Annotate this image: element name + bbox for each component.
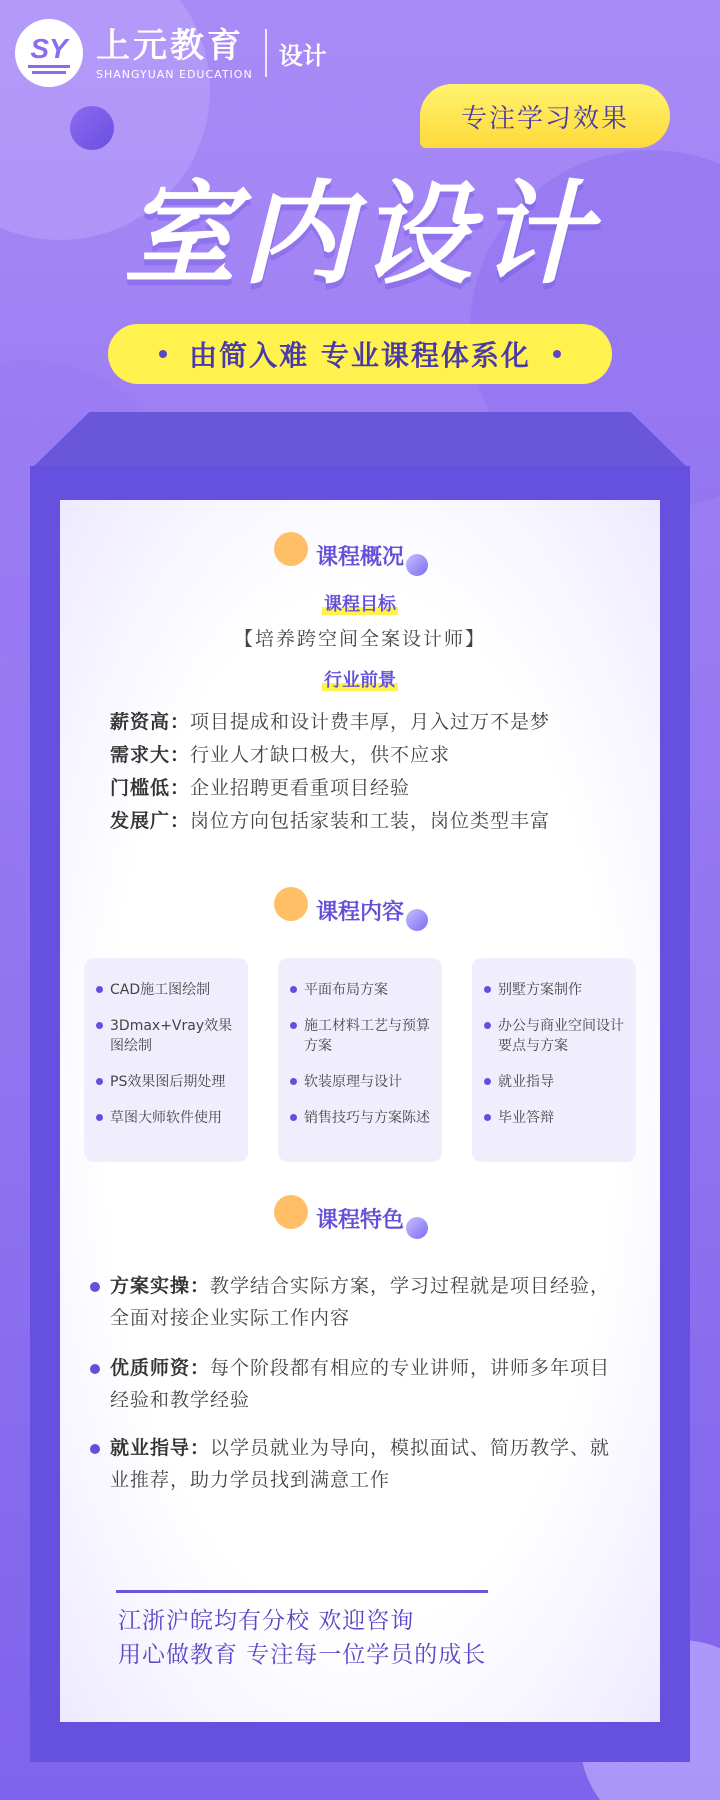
decor-dot (70, 106, 114, 150)
list-item: 就业指导 (484, 1072, 626, 1092)
subtitle-banner (108, 324, 612, 384)
section-title-features: 课程特色 (60, 1203, 660, 1234)
list-item: 草图大师软件使用 (96, 1108, 238, 1128)
list-item: 办公与商业空间设计要点与方案 (484, 1016, 626, 1056)
list-item: 薪资高：项目提成和设计费丰厚，月入过万不是梦 (110, 711, 551, 733)
course-card-2 (278, 958, 442, 1162)
list-item: 施工材料工艺与预算方案 (290, 1016, 432, 1056)
list-item: 销售技巧与方案陈述 (290, 1108, 432, 1128)
decor-purple-circle (406, 909, 428, 931)
subtitle-text: 由简入难 专业课程体系化 (189, 339, 531, 372)
focus-badge: 专注学习效果 (420, 84, 670, 148)
sy-logo-icon (14, 18, 84, 88)
feature-item: 就业指导：以学员就业为导向，模拟面试、简历教学、就业推荐，助力学员找到满意工作 (90, 1432, 630, 1496)
list-item: CAD施工图绘制 (96, 980, 238, 1000)
list-item: 别墅方案制作 (484, 980, 626, 1000)
logo-divider (265, 29, 267, 77)
bullet-dot (553, 350, 561, 358)
goal-text: 【培养跨空间全案设计师】 (233, 628, 486, 650)
svg-text:SY: SY (30, 33, 68, 64)
list-item: 平面布局方案 (290, 980, 432, 1000)
list-item: 需求大：行业人才缺口极大，供不应求 (110, 744, 451, 766)
list-item: 毕业答辩 (484, 1108, 626, 1128)
decor-purple-circle (406, 554, 428, 576)
decor-orange-circle (274, 532, 308, 566)
course-card-1 (84, 958, 248, 1162)
goal-heading: 课程目标 (324, 594, 396, 615)
section-title-content: 课程内容 (60, 895, 660, 926)
feature-item: 优质师资：每个阶段都有相应的专业讲师，讲师多年项目经验和教学经验 (90, 1352, 630, 1416)
page-title: 室内设计 (124, 170, 596, 300)
feature-item: 方案实操：教学结合实际方案，学习过程就是项目经验，全面对接企业实际工作内容 (90, 1270, 630, 1334)
brand-category: 设计 (278, 41, 327, 70)
decor-purple-circle (406, 1217, 428, 1239)
footer-line-2: 用心做教育 专注每一位学员的成长 (118, 1642, 487, 1668)
decor-orange-circle (274, 1195, 308, 1229)
bullet-dot (159, 350, 167, 358)
list-item: 软装原理与设计 (290, 1072, 432, 1092)
decor-orange-circle (274, 887, 308, 921)
brand-name: 上元教育 (96, 25, 244, 66)
brand-logo (14, 18, 327, 88)
prospect-heading: 行业前景 (324, 670, 396, 691)
section-title-overview: 课程概况 (60, 540, 660, 571)
footer-divider (116, 1590, 488, 1593)
list-item: 门槛低：企业招聘更看重项目经验 (110, 777, 411, 799)
footer-line-1: 江浙沪皖均有分校 欢迎咨询 (118, 1608, 415, 1634)
list-item: 发展广：岗位方向包括家装和工装，岗位类型丰富 (110, 810, 551, 832)
list-item: PS效果图后期处理 (96, 1072, 238, 1092)
box-lid (30, 412, 690, 470)
brand-name-en: SHANGYUAN EDUCATION (96, 67, 253, 81)
list-item: 3Dmax+Vray效果图绘制 (96, 1016, 238, 1056)
course-card-3 (472, 958, 636, 1162)
prospect-list (110, 706, 550, 838)
